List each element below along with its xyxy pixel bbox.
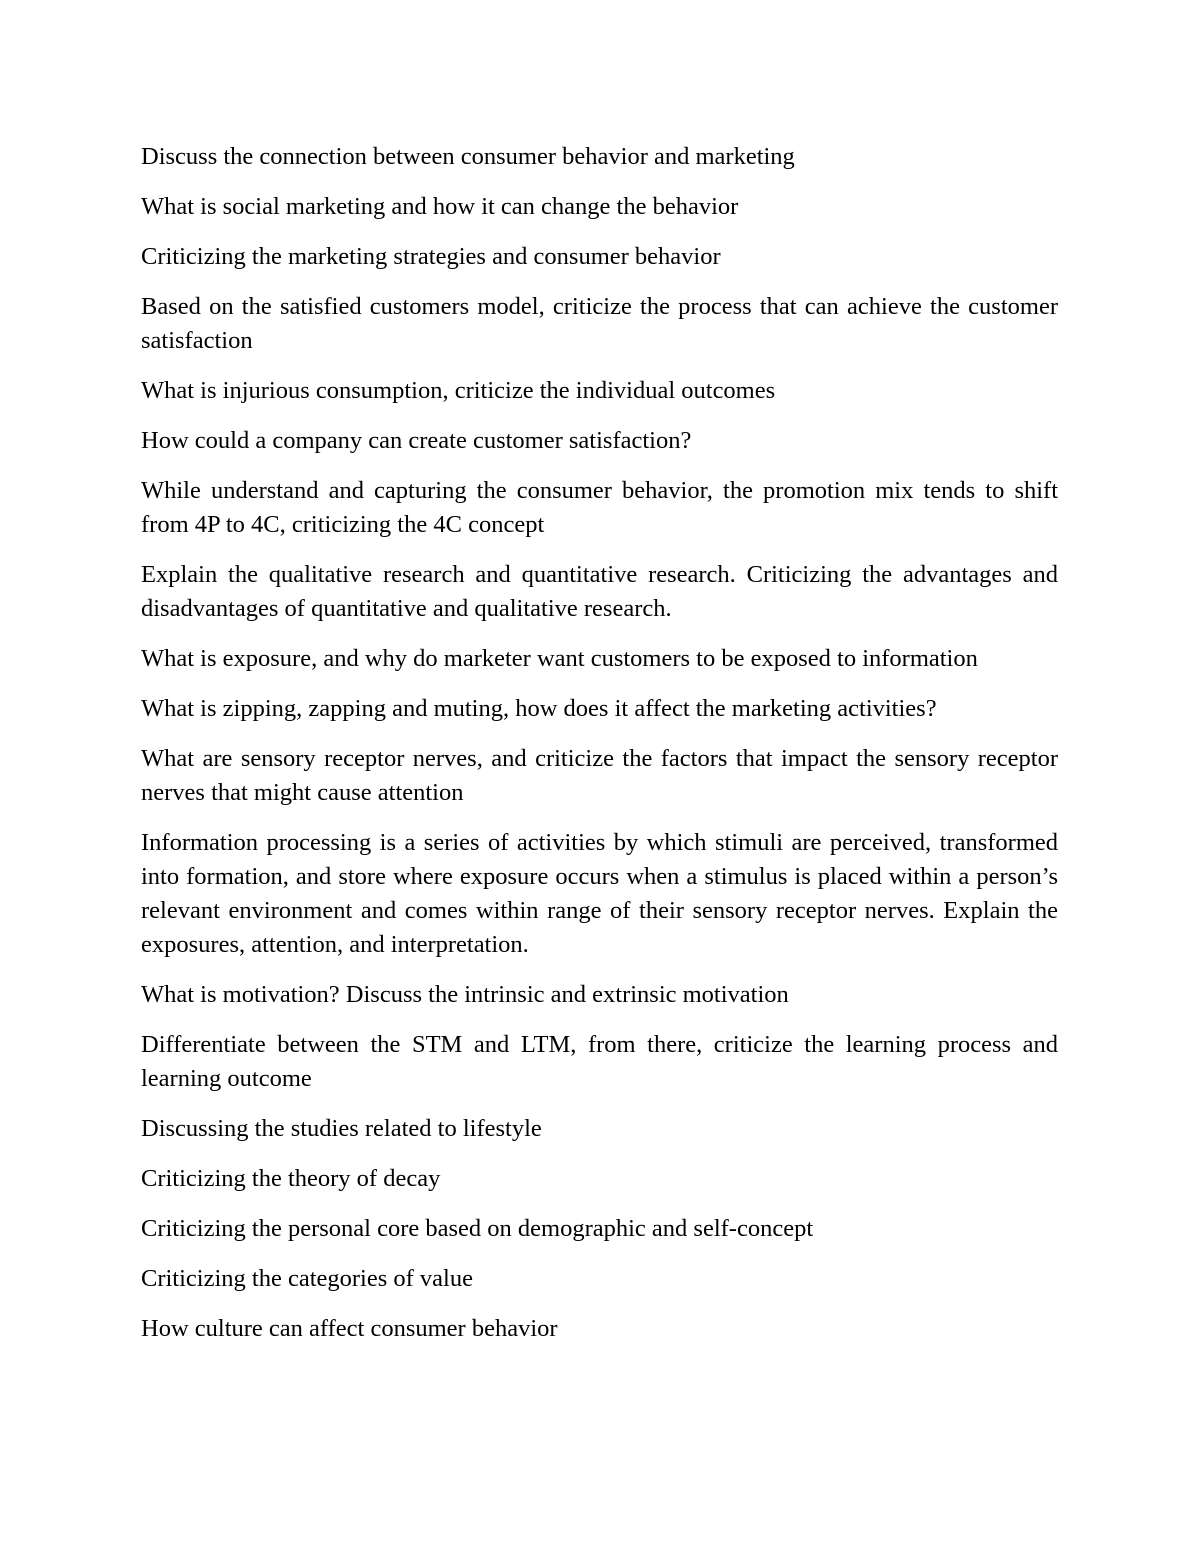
- question-item: Discussing the studies related to lifestyle: [141, 1115, 542, 1142]
- question-item: Information processing is a series of activities by which stimuli are perceived, transformed into formation, and store where exposure occurs when a stimulus is placed within a person’s relevant environment and comes within range of their sensory receptor nerves. Explain the exposures, attention, and interpretation.: [141, 829, 1058, 958]
- question-item: Criticizing the personal core based on demographic and self-concept: [141, 1215, 814, 1242]
- question-item: What are sensory receptor nerves, and criticize the factors that impact the sensory receptor nerves that might cause attention: [141, 745, 1058, 806]
- question-item: Based on the satisfied customers model, criticize the process that can achieve the customer satisfaction: [141, 293, 1058, 354]
- question-item: While understand and capturing the consumer behavior, the promotion mix tends to shift from 4P to 4C, criticizing the 4C concept: [141, 477, 1058, 538]
- question-item: What is social marketing and how it can change the behavior: [141, 193, 739, 220]
- question-item: Criticizing the marketing strategies and consumer behavior: [141, 243, 721, 270]
- question-item: What is zipping, zapping and muting, how does it affect the marketing activities?: [141, 695, 937, 722]
- question-item: How could a company can create customer satisfaction?: [141, 427, 692, 454]
- question-item: What is motivation? Discuss the intrinsic and extrinsic motivation: [141, 981, 789, 1008]
- question-item: What is exposure, and why do marketer want customers to be exposed to information: [141, 645, 978, 672]
- question-item: Discuss the connection between consumer behavior and marketing: [141, 143, 795, 170]
- question-item: How culture can affect consumer behavior: [141, 1315, 558, 1342]
- question-item: What is injurious consumption, criticize the individual outcomes: [141, 377, 776, 404]
- question-list: [141, 140, 1058, 1362]
- question-item: Criticizing the categories of value: [141, 1265, 473, 1292]
- question-item: Differentiate between the STM and LTM, from there, criticize the learning process and learning outcome: [141, 1031, 1058, 1092]
- question-item: Criticizing the theory of decay: [141, 1165, 441, 1192]
- question-item: Explain the qualitative research and quantitative research. Criticizing the advantages and disadvantages of quantitative and qualitative research.: [141, 561, 1058, 622]
